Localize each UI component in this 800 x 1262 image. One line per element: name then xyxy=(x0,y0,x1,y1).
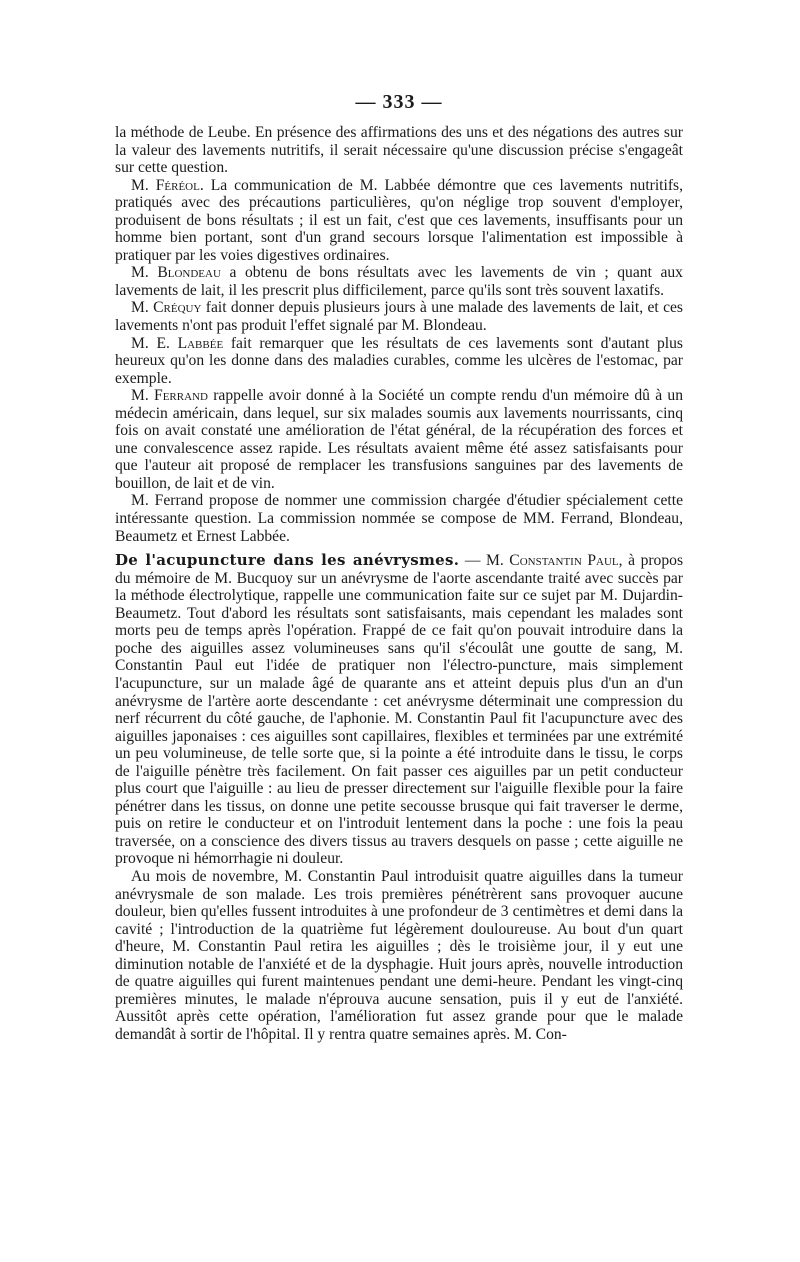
paragraph: M. E. Labbée fait remarquer que les résultats de ces lavements sont d'autant plus heureux qu'on les donne dans des maladies curables, comme les ulcères de l'estomac, par exemple. xyxy=(115,334,684,387)
document-body xyxy=(115,124,683,1043)
paragraph: Au mois de novembre, M. Constantin Paul introduisit quatre aiguilles dans la tumeur anévrysmale de son malade. Les trois premières pénétrèrent sans provoquer aucune douleur, bien qu'elles fussent introduites à une profondeur de 3 centimètres et demi dans la cavité ; l'introduction de la quatrième fut légèrement douloureuse. Au bout d'un quart d'heure, M. Constantin Paul retira les aiguilles ; dès le troisième jour, il y eut une diminution notable de l'anxiété et de la dysphagie. Huit jours après, nouvelle introduction de quatre aiguilles qui furent maintenues pendant une demi-heure. Pendant les vingt-cinq premières minutes, le malade n'éprouva aucune sensation, puis il y eut de l'anxiété. Aussitôt après cette opération, l'amélioration fut assez grande pour que le malade demandât à sortir de l'hôpital. Il y rentra quatre semaines après. M. Con- xyxy=(115,867,683,1043)
section-heading: De l'acupuncture dans les anévrysmes. xyxy=(115,551,460,570)
speaker-name: M. Créquy xyxy=(131,299,202,317)
paragraph: M. Ferrand rappelle avoir donné à la Société un compte rendu d'un mémoire dû à un médecin américain, dans lequel, sur six malades soumis aux lavements nourrissants, cinq fois on avait constaté une amélioration de l'état général, de la récupération des forces et une convalescence assez rapide. Les résultats avaient même été assez satisfaisants pour que l'auteur ait proposé de remplacer les transfusions sanguines par des lavements de bouillon, de lait et de vin. xyxy=(115,387,684,492)
paragraph: M. Ferrand propose de nommer une commission chargée d'étudier spécialement cette intéressante question. La commission nommée se compose de MM. Ferrand, Blondeau, Beaumetz et Ernest Labbée. xyxy=(115,492,683,545)
paragraph: la méthode de Leube. En présence des affirmations des uns et des négations des autres sur la valeur des lavements nutritifs, il serait nécessaire qu'une discussion précise s'engageât sur cette question. xyxy=(115,124,683,177)
section-paragraph: De l'acupuncture dans les anévrysmes. — M. Constantin Paul, à propos du mémoire de M. Bucquoy sur un anévrysme de l'aorte ascendante traité avec succès par la méthode électrolytique, rappelle une communication faite sur ce sujet par M. Dujardin-Beaumetz. Tout d'abord les résultats sont satisfaisants, mais cependant les malades sont morts peu de temps après l'opération. Frappé de ce fait qu'on pouvait introduire dans la poche des aiguilles assez volumineuses sans qu'il s'écoulât une goutte de sang, M. Constantin Paul eut l'idée de pratiquer non l'électro-puncture, mais simplement l'acupuncture, sur un malade âgé de quarante ans et atteint depuis plus d'un an d'un anévrysme de l'artère aorte descendante : cet anévrysme déterminait une compression du nerf récurrent du côté gauche, de l'aphonie. M. Constantin Paul fit l'acupuncture avec des aiguilles japonaises : ces aiguilles sont capillaires, flexibles et terminées par une extrémité un peu volumineuse, de telle sorte que, si la pointe a été introduite dans le tissu, le corps de l'aiguille pénètre très facilement. On fait passer ces aiguilles par un petit conducteur plus court que l'aiguille : au lieu de presser directement sur l'aiguille flexible pour la faire pénétrer dans les tissus, on donne une petite secousse brusque qui fait traverser le derme, puis on retire le conducteur et on l'introduit lentement dans la poche : une fois la peau traversée, on a conscience des divers tissus au travers desquels on passe ; cette aiguille ne provoque ni hémorrhagie ni douleur. xyxy=(115,551,684,868)
paragraph: M. Féréol. La communication de M. Labbée démontre que ces lavements nutritifs, pratiqués avec des précautions particulières, qu'on néglige trop souvent d'employer, produisent de bons résultats ; il est un fait, c'est que ces lavements, insuffisants pour un homme bien portant, sont d'un grand secours lorsque l'alimentation est impossible à pratiquer par les voies digestives ordinaires. xyxy=(115,176,683,264)
page-number: — 333 — xyxy=(355,91,443,113)
document-page xyxy=(115,90,683,1043)
paragraph: M. Créquy fait donner depuis plusieurs jours à une malade des lavements de lait, et ces lavements n'ont pas produit l'effet signalé par M. Blondeau. xyxy=(115,299,684,335)
speaker-name: M. Ferrand xyxy=(131,387,208,405)
paragraph: M. Blondeau a obtenu de bons résultats avec les lavements de vin ; quant aux lavements de lait, il les prescrit plus difficilement, parce qu'ils sont très souvent laxatifs. xyxy=(115,264,683,299)
speaker-name: M. Constantin Paul, xyxy=(485,552,623,570)
speaker-name: M. Blondeau xyxy=(131,264,221,282)
speaker-name: M. Féréol. xyxy=(131,176,204,194)
speaker-name: M. E. Labbée xyxy=(131,334,224,352)
